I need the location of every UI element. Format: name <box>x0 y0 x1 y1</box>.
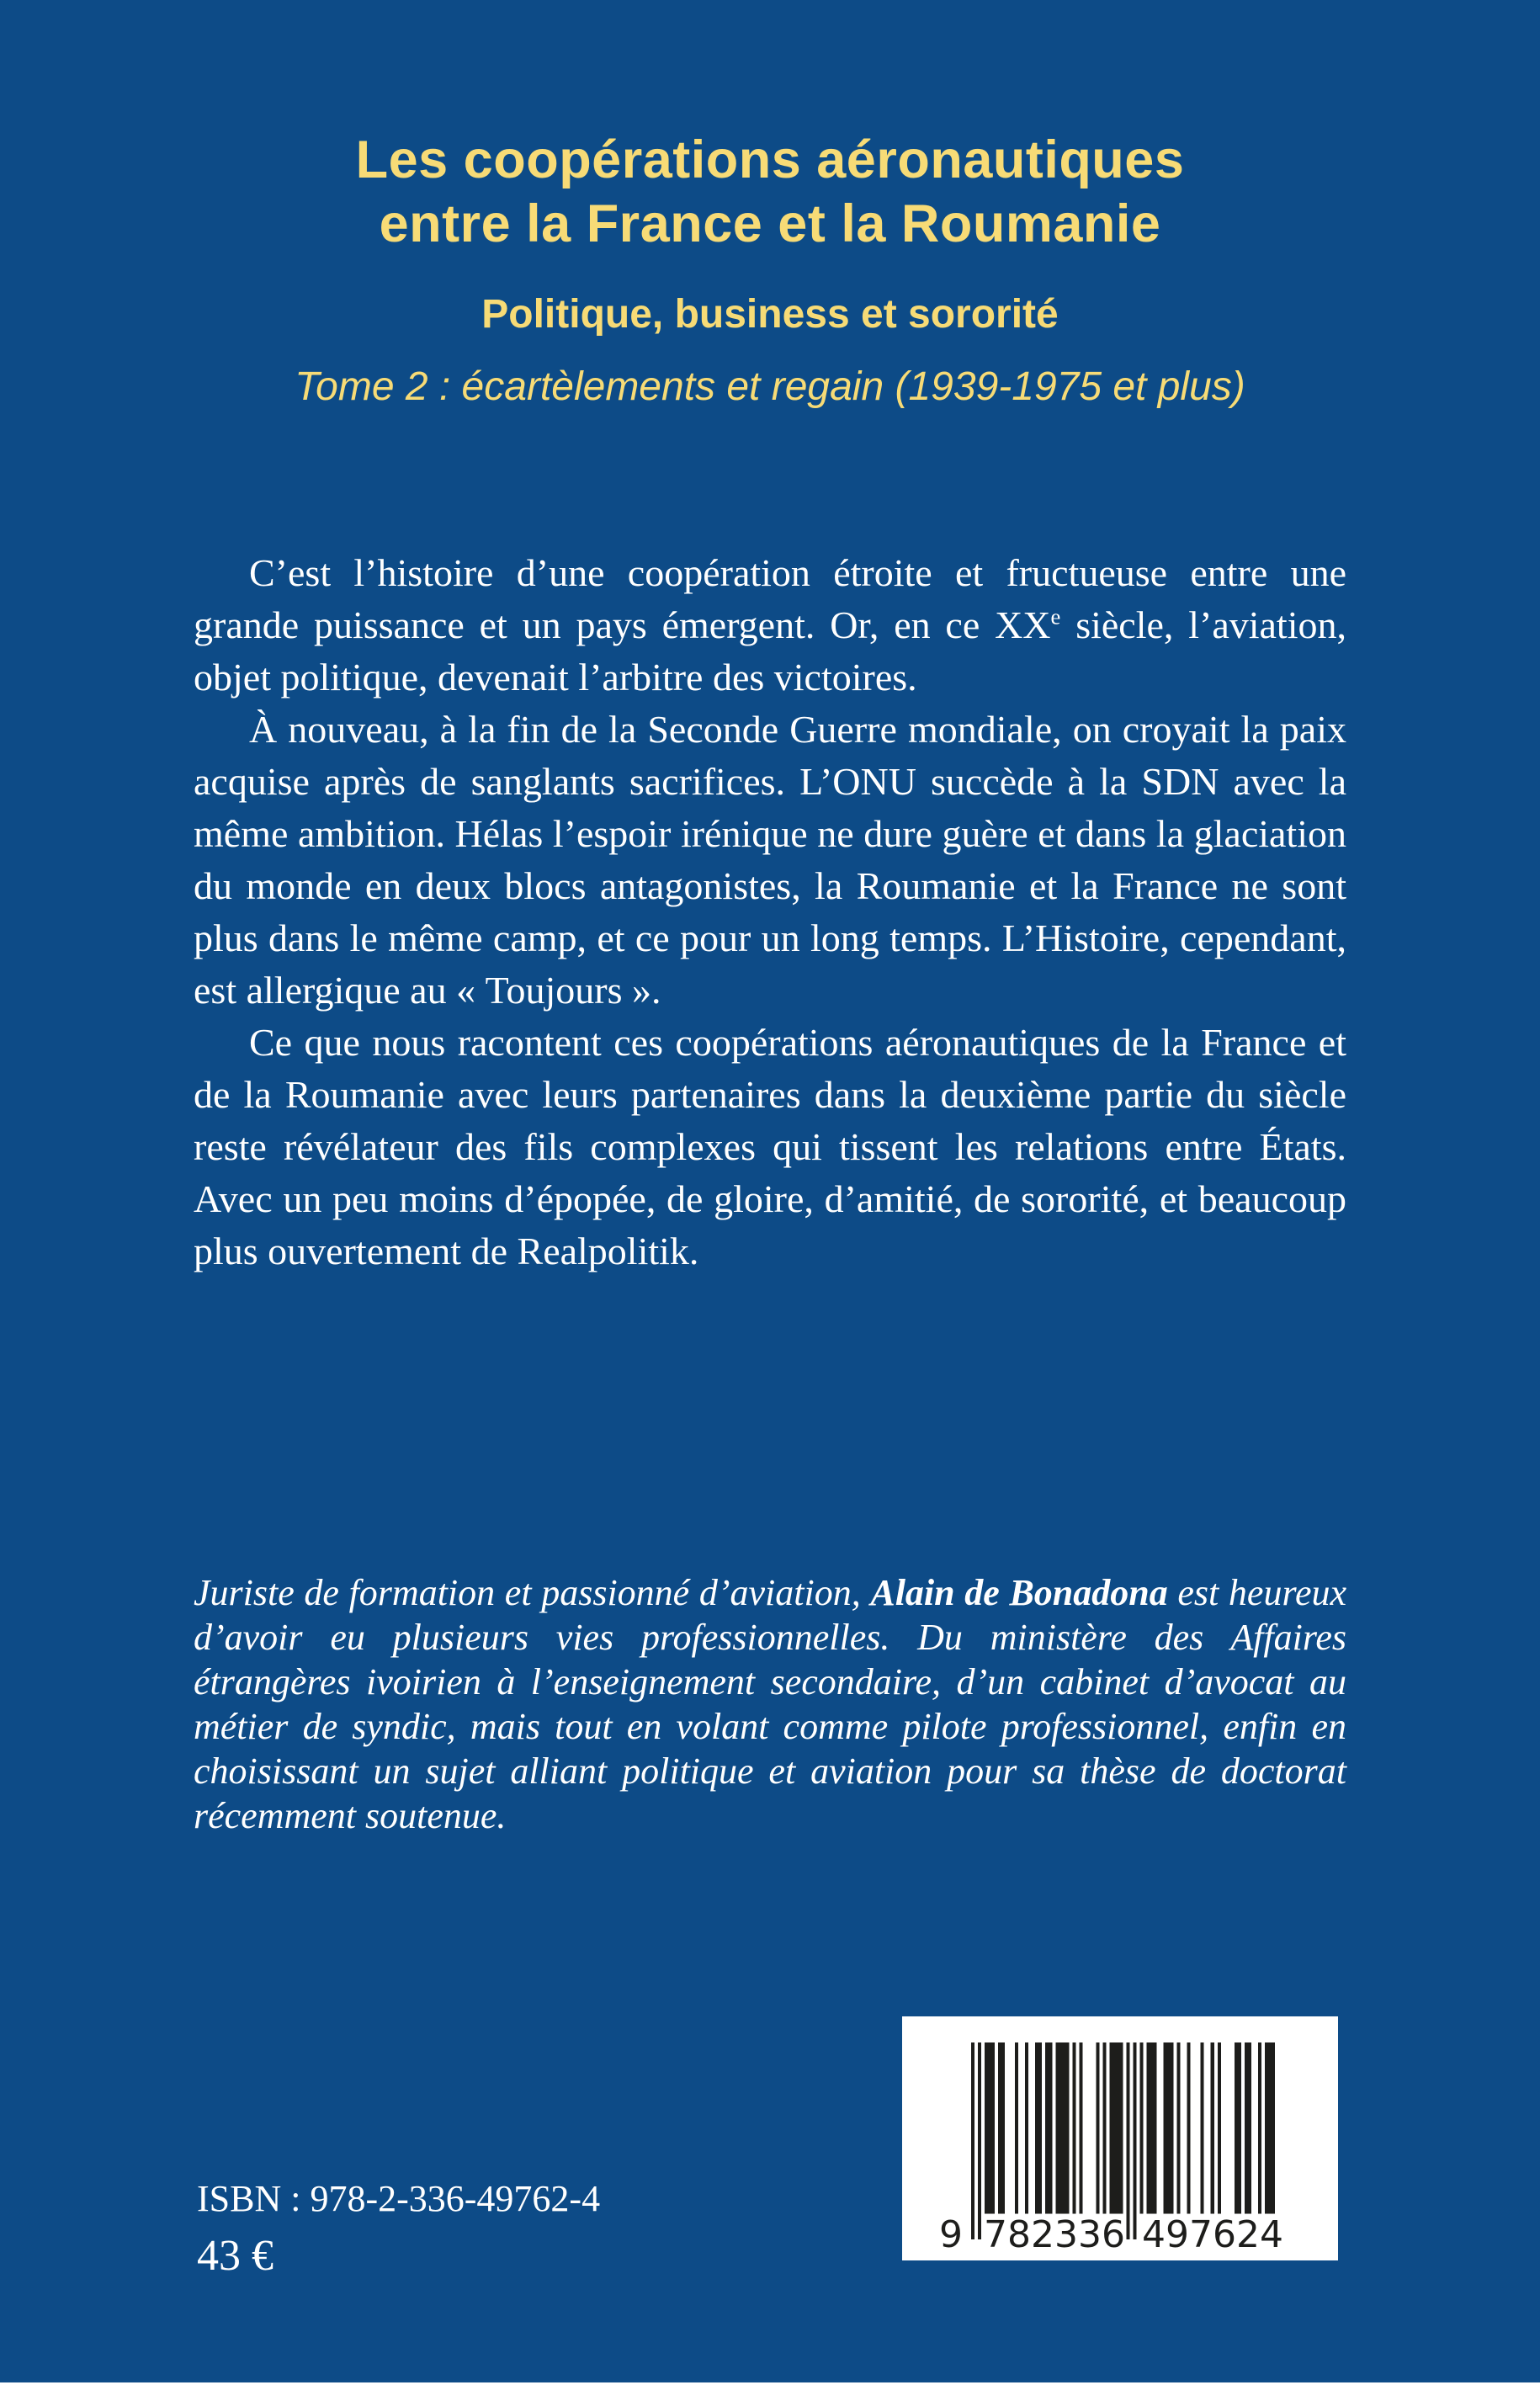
synopsis <box>194 547 1346 1277</box>
bio-text-before-name: Juriste de formation et passionné d’aviation, <box>194 1572 871 1613</box>
book-volume-line: Tome 2 : écartèlements et regain (1939-1975 et plus) <box>295 364 1245 409</box>
synopsis-paragraph-2: À nouveau, à la fin de la Seconde Guerre mondiale, on croyait la paix acquise après de sanglants sacrifices. L’ONU succède à la SDN avec la même ambition. Hélas l’espoir irénique ne dure guère et dans la glaciation du monde en deux blocs antagonistes, la Roumanie et la France ne sont plus dans le même camp, et ce pour un long temps. L’Histoire, cependant, est allergique au « Toujours ». <box>194 708 1346 1012</box>
barcode-digit-9: 9 <box>939 2213 963 2256</box>
isbn-text: ISBN : 978-2-336-49762-4 <box>197 2178 601 2219</box>
barcode-digits-left: 782336 <box>984 2213 1125 2256</box>
bio-text-after-name: est heureux d’avoir eu plusieurs vies professionnelles. Du ministère des Affaires étrangères ivoirien à l’enseignement secondaire, d’un cabinet d’avocat au métier de syndic, mais tout en volant comme pilote professionnel, enfin en choisissant un sujet alliant politique et aviation pour sa thèse de doctorat récemment soutenue. <box>194 1572 1346 1836</box>
synopsis-p1-text-before: C’est l’histoire d’une coopération étroite et fructueuse entre une grande puissance et un pays émergent. Or, en ce XX <box>194 551 1346 646</box>
title-block <box>0 128 1540 256</box>
synopsis-p1-text-after: siècle, l’aviation, objet politique, devenait l’arbitre des victoires. <box>194 603 1346 699</box>
book-title-line-2: entre la France et la Roumanie <box>379 194 1161 253</box>
book-title-line-1: Les coopérations aéronautiques <box>355 130 1185 189</box>
synopsis-paragraph-3: Ce que nous racontent ces coopérations aéronautiques de la France et de la Roumanie avec leurs partenaires dans la deuxième partie du siècle reste révélateur des fils complexes qui tissent les relations entre États. Avec un peu moins d’épopée, de gloire, d’amitié, de sororité, et beaucoup plus ouvertement de Realpolitik. <box>194 1021 1346 1272</box>
price-text: 43 € <box>197 2232 273 2280</box>
author-name: Alain de Bonadona <box>870 1572 1168 1613</box>
author-bio <box>194 1570 1346 1838</box>
book-subtitle: Politique, business et sororité <box>481 292 1059 337</box>
century-superscript: e <box>1050 603 1061 629</box>
barcode <box>902 2016 1338 2260</box>
barcode-bars <box>971 2042 1292 2239</box>
barcode-digits-right: 497624 <box>1142 2213 1283 2256</box>
synopsis-paragraph-1 <box>194 547 1346 704</box>
